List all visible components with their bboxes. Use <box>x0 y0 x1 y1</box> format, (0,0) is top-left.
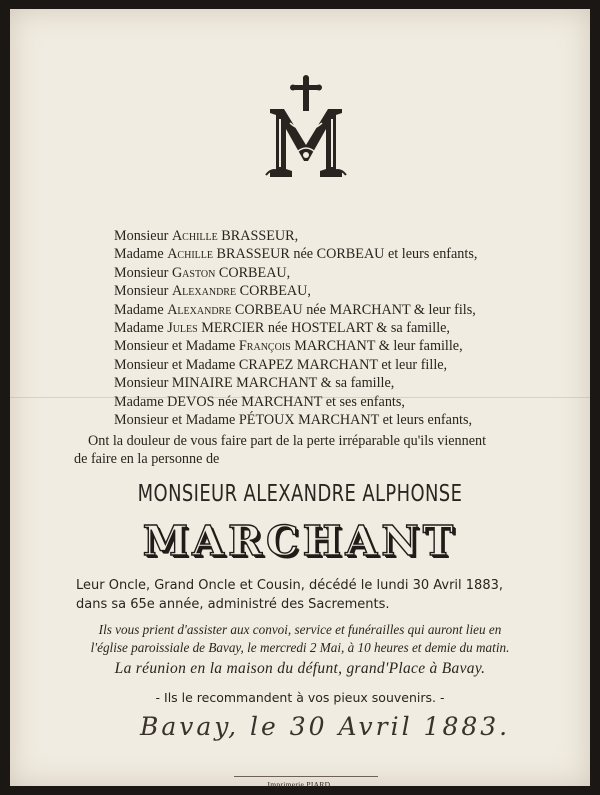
printer-rule-divider <box>234 776 378 777</box>
deceased-relation <box>76 576 556 614</box>
relation-line-1: Leur Oncle, Grand Oncle et Cousin, décédé le lundi 30 Avril 1883, <box>76 578 504 593</box>
intro-line-1: Ont la douleur de vous faire part de la perte irréparable qu'ils viennent <box>88 433 487 449</box>
invitation-line-1: Ils vous prient d'assister aux convoi, service et funérailles qui auront lieu en <box>98 622 502 637</box>
cross-monogram-emblem <box>264 75 348 185</box>
recommendation-line: - Ils le recommandent à vos pieux souvenirs. - <box>155 690 445 705</box>
relation-line-2: dans sa 65e année, administré des Sacrements. <box>76 597 390 612</box>
mourner-line: Monsieur MINAIRE MARCHANT & sa famille, <box>114 375 395 392</box>
deceased-surname: MARCHANT <box>142 517 458 565</box>
invitation-line-2: l'église paroissiale de Bavay, le mercredi 2 Mai, à 10 heures et demie du matin. <box>90 640 510 655</box>
mourner-line: Monsieur Alexandre CORBEAU, <box>114 283 311 300</box>
mourner-line: Monsieur et Madame François MARCHANT & leur famille, <box>114 338 463 355</box>
deceased-given-names: MONSIEUR ALEXANDRE ALPHONSE <box>137 481 463 507</box>
printer-credit: Imprimerie PIARD. <box>267 780 333 789</box>
mourner-line: Monsieur Achille BRASSEUR, <box>114 228 299 244</box>
funeral-notice-sheet <box>10 9 590 789</box>
mourner-line: Madame Alexandre CORBEAU née MARCHANT & leur fils, <box>114 301 476 318</box>
mourner-line: Madame Jules MERCIER née HOSTELART & sa famille, <box>114 320 450 336</box>
mourner-line: Madame DEVOS née MARCHANT et ses enfants, <box>114 393 405 410</box>
mourner-line: Madame Achille BRASSEUR née CORBEAU et leurs enfants, <box>114 246 478 263</box>
mourner-line: Monsieur et Madame PÉTOUX MARCHANT et leurs enfants, <box>114 412 473 428</box>
intro-line-2: de faire en la personne de <box>74 451 220 467</box>
place-date-line: Bavay, le 30 Avril 1883. <box>140 712 511 741</box>
mourner-line: Monsieur et Madame CRAPEZ MARCHANT et leur fille, <box>114 356 448 373</box>
reunion-notice: La réunion en la maison du défunt, grand'Place à Bavay. <box>114 660 486 677</box>
mourner-line: Monsieur Gaston CORBEAU, <box>114 264 291 281</box>
funeral-invitation <box>10 621 590 657</box>
